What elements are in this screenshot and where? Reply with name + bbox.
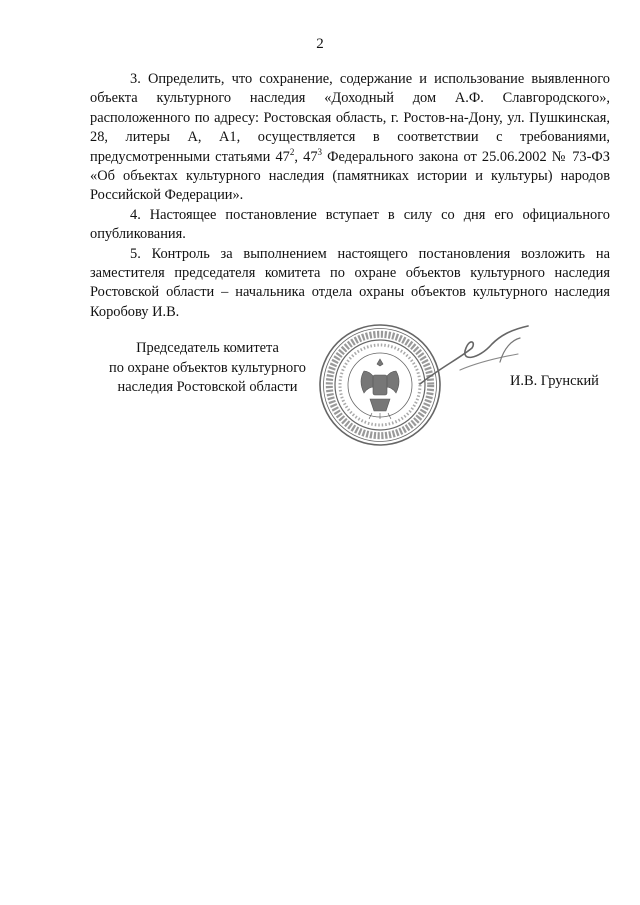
page-number: 2 xyxy=(316,36,324,52)
signatory-title-line-2: по охране объектов культурного xyxy=(109,359,306,376)
paragraph-3-text-b: , 47 xyxy=(294,148,318,165)
signatory-title xyxy=(100,339,315,398)
superscript-3: 3 xyxy=(317,146,323,157)
signatory-title-line-3: наследия Ростовской области xyxy=(117,379,298,395)
paragraph-3 xyxy=(90,70,610,206)
signatory-title-line-1: Председатель комитета xyxy=(136,340,279,356)
paragraph-5: 5. Контроль за выполнением настоящего постановления возложить на заместителя председателя комитета по охране объектов культурного наследия Ростовской области – начальника отдела охраны объектов культурного наследия Коробову И.В. xyxy=(90,245,610,320)
paragraph-4: 4. Настоящее постановление вступает в силу со дня его официального опубликования. xyxy=(90,206,610,243)
signatory-name: И.В. Грунский xyxy=(510,373,599,389)
paragraph-3-text-c: Федерального закона от 25.06.2002 № 73-ФЗ «Об объектах культурного наследия (памятниках истории и культуры) народов Российской Федерации». xyxy=(90,148,610,204)
superscript-2: 2 xyxy=(289,146,295,157)
paragraph-3-text-a: 3. Определить, что сохранение, содержание и использование выявленного объекта культурного наследия «Доходный дом А.Ф. Славгородского», расположенного по адресу: Ростовская область, г. Ростов-на-Дону, ул. Пушкинская, 28, литеры А, А1, осуществляется в соответствии с требованиями, предусмотренными статьями 47 xyxy=(90,71,610,165)
document-body xyxy=(90,70,610,322)
